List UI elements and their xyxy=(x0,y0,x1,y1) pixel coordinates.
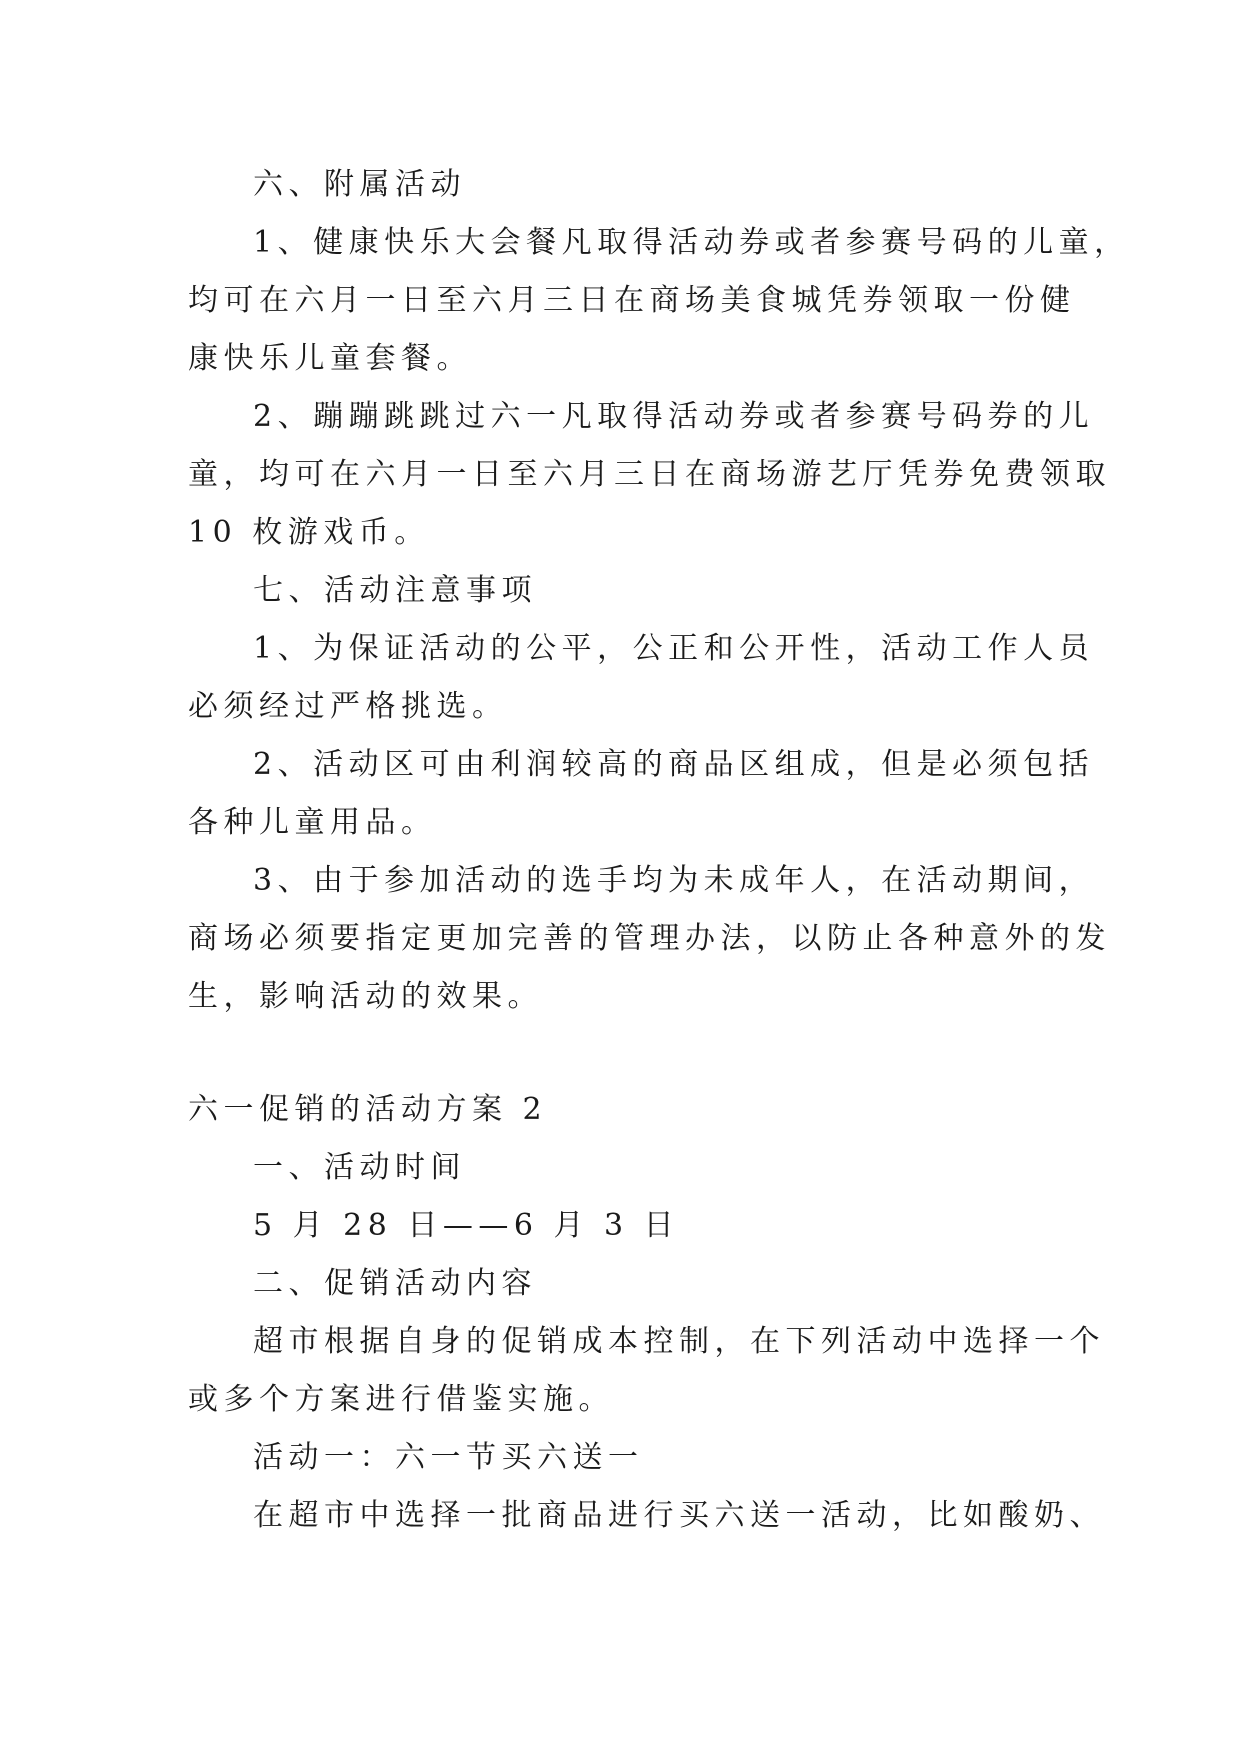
section-heading-six: 六、附属活动 xyxy=(253,167,466,202)
date-range: 5 月 28 日——6 月 3 日 xyxy=(253,1208,680,1243)
paragraph-line: 超市根据自身的促销成本控制，在下列活动中选择一个 xyxy=(253,1324,1105,1359)
paragraph-line: 1、健康快乐大会餐凡取得活动券或者参赛号码的儿童， xyxy=(253,225,1130,260)
paragraph-line: 2、蹦蹦跳跳过六一凡取得活动券或者参赛号码券的儿 xyxy=(253,399,1095,434)
paragraph-line: 或多个方案进行借鉴实施。 xyxy=(188,1382,614,1417)
section-heading-seven: 七、活动注意事项 xyxy=(253,573,537,608)
paragraph-line: 均可在六月一日至六月三日在商场美食城凭券领取一份健 xyxy=(188,283,1076,318)
paragraph-line: 必须经过严格挑选。 xyxy=(188,689,508,724)
activity-heading: 活动一：六一节买六送一 xyxy=(253,1440,644,1475)
section-heading-one: 一、活动时间 xyxy=(253,1150,466,1185)
paragraph-line: 生，影响活动的效果。 xyxy=(188,979,543,1014)
paragraph-line: 10 枚游戏币。 xyxy=(188,515,430,550)
section-heading-two: 二、促销活动内容 xyxy=(253,1266,537,1301)
paragraph-line: 各种儿童用品。 xyxy=(188,805,437,840)
paragraph-line: 商场必须要指定更加完善的管理办法，以防止各种意外的发 xyxy=(188,921,1111,956)
document-title: 六一促销的活动方案 2 xyxy=(188,1092,548,1127)
paragraph-line: 3、由于参加活动的选手均为未成年人，在活动期间， xyxy=(253,863,1095,898)
paragraph-line: 童，均可在六月一日至六月三日在商场游艺厅凭券免费领取 xyxy=(188,457,1111,492)
paragraph-line: 2、活动区可由利润较高的商品区组成，但是必须包括 xyxy=(253,747,1095,782)
paragraph-line: 在超市中选择一批商品进行买六送一活动，比如酸奶、 xyxy=(253,1498,1105,1533)
paragraph-line: 1、为保证活动的公平，公正和公开性，活动工作人员 xyxy=(253,631,1095,666)
paragraph-line: 康快乐儿童套餐。 xyxy=(188,341,472,376)
